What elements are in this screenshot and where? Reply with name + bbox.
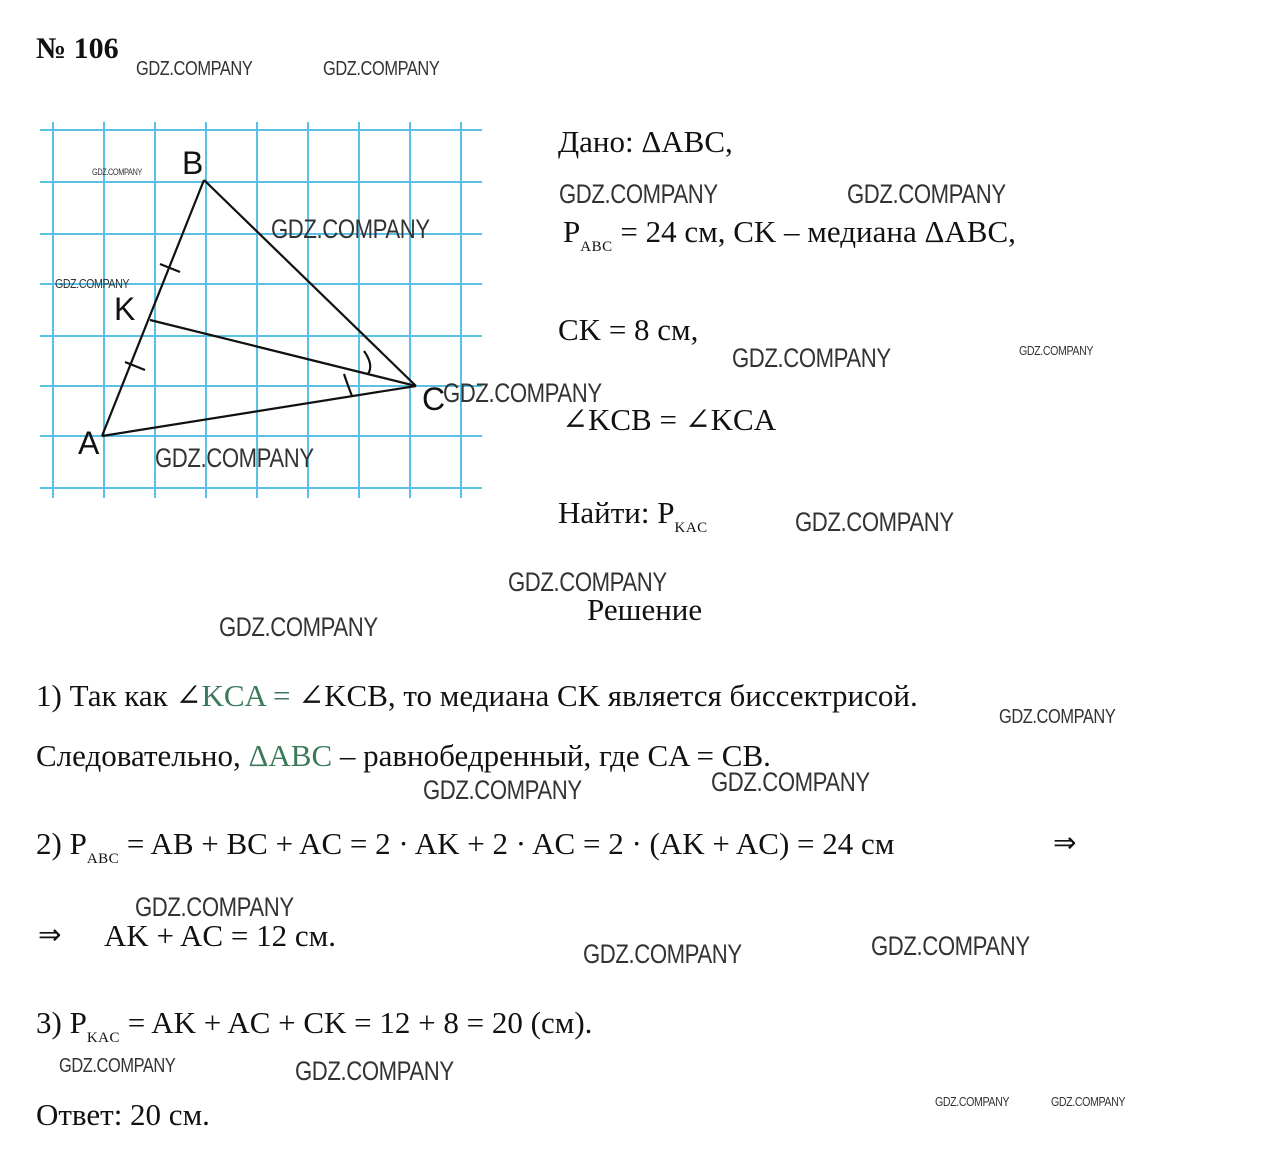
step2-line1: [36, 828, 894, 867]
watermark: GDZ.COMPANY: [219, 612, 378, 642]
watermark: GDZ.COMPANY: [59, 1055, 176, 1077]
watermark: GDZ.COMPANY: [711, 767, 870, 797]
step2-text-a: 2) P: [36, 826, 87, 861]
given-line1: Дано: ΔABC,: [558, 124, 733, 159]
point-label-k: K: [114, 291, 136, 327]
watermark: GDZ.COMPANY: [871, 931, 1030, 961]
point-label-c: C: [422, 381, 446, 417]
answer: Ответ: 20 см.: [36, 1097, 210, 1132]
perimeter-rest: = 24 см, CK – медиана ΔABC,: [612, 214, 1016, 249]
angle-arc: [364, 351, 370, 374]
watermark: GDZ.COMPANY: [92, 167, 142, 177]
step1-line2: [36, 740, 771, 771]
find-sub: KAC: [674, 520, 708, 536]
step3-text-a: 3) P: [36, 1005, 87, 1040]
watermark: GDZ.COMPANY: [583, 939, 742, 969]
solution-heading: Решение: [587, 592, 703, 627]
step3-sub: KAC: [86, 1030, 120, 1046]
step1-text-f: – равнобедренный, где CA = CB.: [332, 738, 771, 773]
watermark: GDZ.COMPANY: [847, 179, 1006, 209]
watermark: GDZ.COMPANY: [1019, 343, 1094, 358]
step1-text-b: KCA =: [201, 678, 291, 713]
watermark: GDZ.COMPANY: [136, 58, 253, 80]
step2-line2: AK + AC = 12 см.: [104, 918, 336, 953]
step1-text-a: 1) Так как ∠: [36, 678, 202, 713]
point-label-a: A: [78, 425, 100, 461]
median-ck: [150, 320, 416, 386]
watermark: GDZ.COMPANY: [935, 1094, 1010, 1109]
given-perimeter: [563, 216, 1016, 255]
point-label-b: B: [182, 145, 204, 181]
find-line: [558, 497, 708, 536]
given-angles: ∠KCB = ∠KCA: [562, 402, 777, 437]
perimeter-sub: ABC: [580, 239, 613, 255]
watermark: GDZ.COMPANY: [423, 775, 582, 805]
watermark: GDZ.COMPANY: [443, 378, 602, 408]
implies-arrow: ⇒: [38, 918, 62, 951]
step2-text-b: = AB + BC + AC = 2 · AK + 2 · AC = 2 · (AK + AC) = 24 см: [119, 826, 895, 861]
grid: [40, 122, 482, 498]
perimeter-label: P: [563, 214, 581, 249]
step1-text-c: ∠KCB, то медиана CK является биссектрисой.: [290, 678, 918, 713]
watermark: GDZ.COMPANY: [323, 58, 440, 80]
watermark: GDZ.COMPANY: [135, 892, 294, 922]
step3-line: [36, 1007, 592, 1046]
find-label: Найти: P: [558, 495, 675, 530]
step1-text-d: Следовательно,: [36, 738, 249, 773]
step2-sub: ABC: [86, 851, 120, 867]
watermark: GDZ.COMPANY: [271, 214, 430, 244]
given-ck: CK = 8 см,: [558, 312, 699, 347]
watermark: GDZ.COMPANY: [1051, 1094, 1126, 1109]
watermark: GDZ.COMPANY: [732, 343, 891, 373]
watermark: GDZ.COMPANY: [508, 567, 667, 597]
problem-number: № 106: [36, 32, 119, 65]
watermark: GDZ.COMPANY: [999, 706, 1116, 728]
step1-text-e: ΔABC: [248, 738, 333, 773]
watermark: GDZ.COMPANY: [55, 276, 130, 291]
watermark: GDZ.COMPANY: [795, 507, 954, 537]
watermark: GDZ.COMPANY: [155, 443, 314, 473]
watermark: GDZ.COMPANY: [295, 1056, 454, 1086]
step3-text-b: = AK + AC + CK = 12 + 8 = 20 (см).: [120, 1005, 593, 1040]
watermark: GDZ.COMPANY: [559, 179, 718, 209]
step1-line1: [36, 680, 918, 711]
implies-arrow: ⇒: [1053, 826, 1077, 859]
